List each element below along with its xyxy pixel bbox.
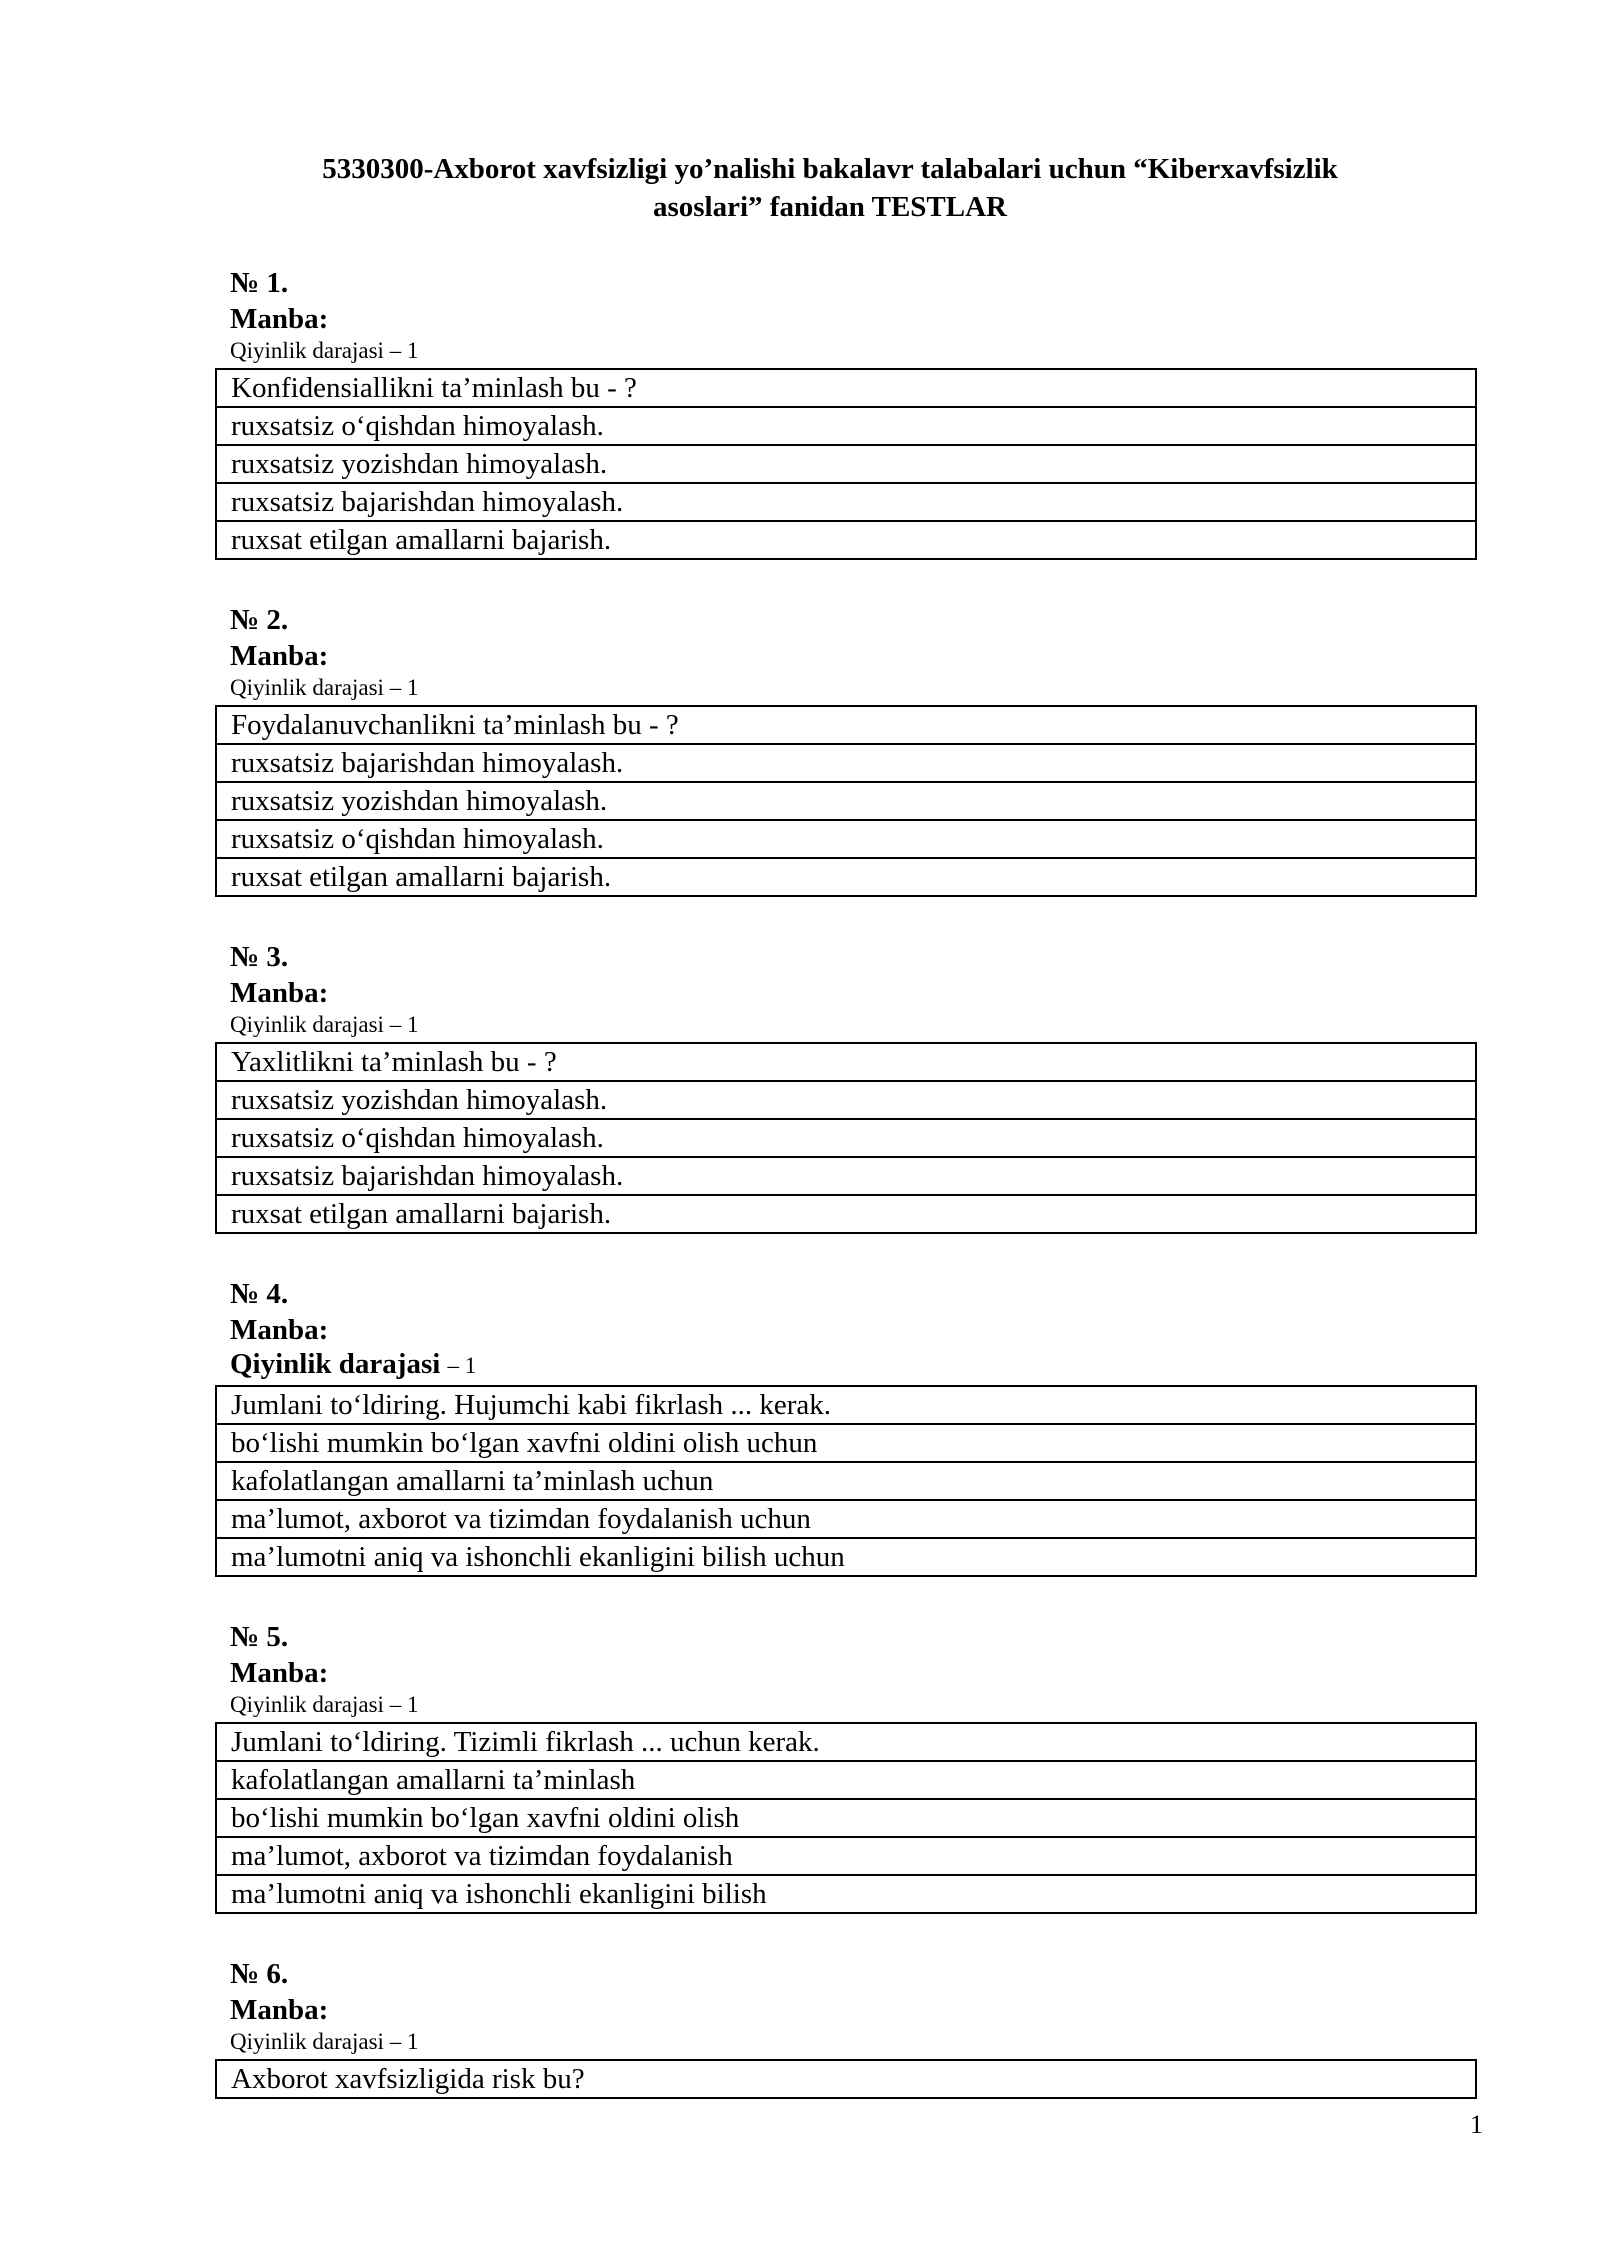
difficulty-label: Qiyinlik darajasi (230, 1348, 441, 1380)
answer-option: kafolatlangan amallarni ta’minlash uchun (216, 1462, 1476, 1500)
difficulty-label: Qiyinlik darajasi (230, 1692, 384, 1717)
answer-option: bo‘lishi mumkin bo‘lgan xavfni oldini olish (216, 1799, 1476, 1837)
question-text: Jumlani to‘ldiring. Tizimli fikrlash ... uchun kerak. (216, 1723, 1476, 1761)
question-number: № 4. (230, 1278, 289, 1310)
answer-option: ruxsatsiz yozishdan himoyalash. (216, 782, 1476, 820)
question-table (215, 705, 1477, 897)
difficulty-level (215, 337, 1475, 365)
difficulty-value: – 1 (389, 675, 419, 700)
source-label: Manba: (230, 1994, 329, 2026)
difficulty-label: Qiyinlik darajasi (230, 675, 384, 700)
source-label: Manba: (230, 977, 329, 1009)
answer-option: ruxsatsiz bajarishdan himoyalash. (216, 483, 1476, 521)
question-block-6 (215, 1956, 1475, 2099)
source-label: Manba: (230, 640, 329, 672)
answer-option: ruxsatsiz bajarishdan himoyalash. (216, 744, 1476, 782)
question-text: Axborot xavfsizligida risk bu? (216, 2060, 1476, 2098)
question-number: № 3. (230, 941, 289, 973)
answer-option: ma’lumot, axborot va tizimdan foydalanish uchun (216, 1500, 1476, 1538)
difficulty-level (215, 1348, 1475, 1382)
title-line-1: 5330300-Axborot xavfsizligi yo’nalishi bakalavr talabalari uchun “Kiberxavfsizlik (322, 153, 1338, 185)
difficulty-value: – 1 (389, 1692, 419, 1717)
answer-option: ruxsat etilgan amallarni bajarish. (216, 1195, 1476, 1233)
question-text: Yaxlitlikni ta’minlash bu - ? (216, 1043, 1476, 1081)
difficulty-level (215, 2028, 1475, 2056)
answer-option: ma’lumotni aniq va ishonchli ekanligini bilish uchun (216, 1538, 1476, 1576)
answer-option: bo‘lishi mumkin bo‘lgan xavfni oldini olish uchun (216, 1424, 1476, 1462)
question-block-5 (215, 1619, 1475, 1914)
question-table (215, 1385, 1477, 1577)
question-number: № 6. (230, 1958, 289, 1990)
source-label: Manba: (230, 1314, 329, 1346)
answer-option: ruxsatsiz o‘qishdan himoyalash. (216, 407, 1476, 445)
difficulty-label: Qiyinlik darajasi (230, 2029, 384, 2054)
question-text: Foydalanuvchanlikni ta’minlash bu - ? (216, 706, 1476, 744)
question-table (215, 1722, 1477, 1914)
question-table (215, 368, 1477, 560)
difficulty-level (215, 1691, 1475, 1719)
answer-option: ruxsat etilgan amallarni bajarish. (216, 521, 1476, 559)
difficulty-value: – 1 (389, 2029, 419, 2054)
question-block-2 (215, 602, 1475, 897)
answer-option: kafolatlangan amallarni ta’minlash (216, 1761, 1476, 1799)
answer-option: ma’lumot, axborot va tizimdan foydalanish (216, 1837, 1476, 1875)
answer-option: ruxsatsiz yozishdan himoyalash. (216, 1081, 1476, 1119)
question-number: № 2. (230, 604, 289, 636)
difficulty-value: – 1 (447, 1353, 477, 1378)
question-block-4 (215, 1276, 1475, 1577)
page-title (230, 150, 1430, 226)
question-block-1 (215, 265, 1475, 560)
source-label: Manba: (230, 303, 329, 335)
question-number: № 1. (230, 267, 289, 299)
answer-option: ruxsatsiz bajarishdan himoyalash. (216, 1157, 1476, 1195)
question-table (215, 2059, 1477, 2099)
answer-option: ruxsatsiz yozishdan himoyalash. (216, 445, 1476, 483)
question-block-3 (215, 939, 1475, 1234)
title-line-2: asoslari” fanidan TESTLAR (652, 191, 1008, 223)
difficulty-label: Qiyinlik darajasi (230, 338, 384, 363)
difficulty-value: – 1 (389, 1012, 419, 1037)
difficulty-label: Qiyinlik darajasi (230, 1012, 384, 1037)
source-label: Manba: (230, 1657, 329, 1689)
answer-option: ruxsatsiz o‘qishdan himoyalash. (216, 820, 1476, 858)
answer-option: ruxsatsiz o‘qishdan himoyalash. (216, 1119, 1476, 1157)
answer-option: ruxsat etilgan amallarni bajarish. (216, 858, 1476, 896)
page-number: 1 (1470, 2110, 1483, 2139)
answer-option: ma’lumotni aniq va ishonchli ekanligini bilish (216, 1875, 1476, 1913)
difficulty-level (215, 1011, 1475, 1039)
question-table (215, 1042, 1477, 1234)
difficulty-level (215, 674, 1475, 702)
question-number: № 5. (230, 1621, 289, 1653)
question-text: Jumlani to‘ldiring. Hujumchi kabi fikrlash ... kerak. (216, 1386, 1476, 1424)
difficulty-value: – 1 (389, 338, 419, 363)
question-text: Konfidensiallikni ta’minlash bu - ? (216, 369, 1476, 407)
